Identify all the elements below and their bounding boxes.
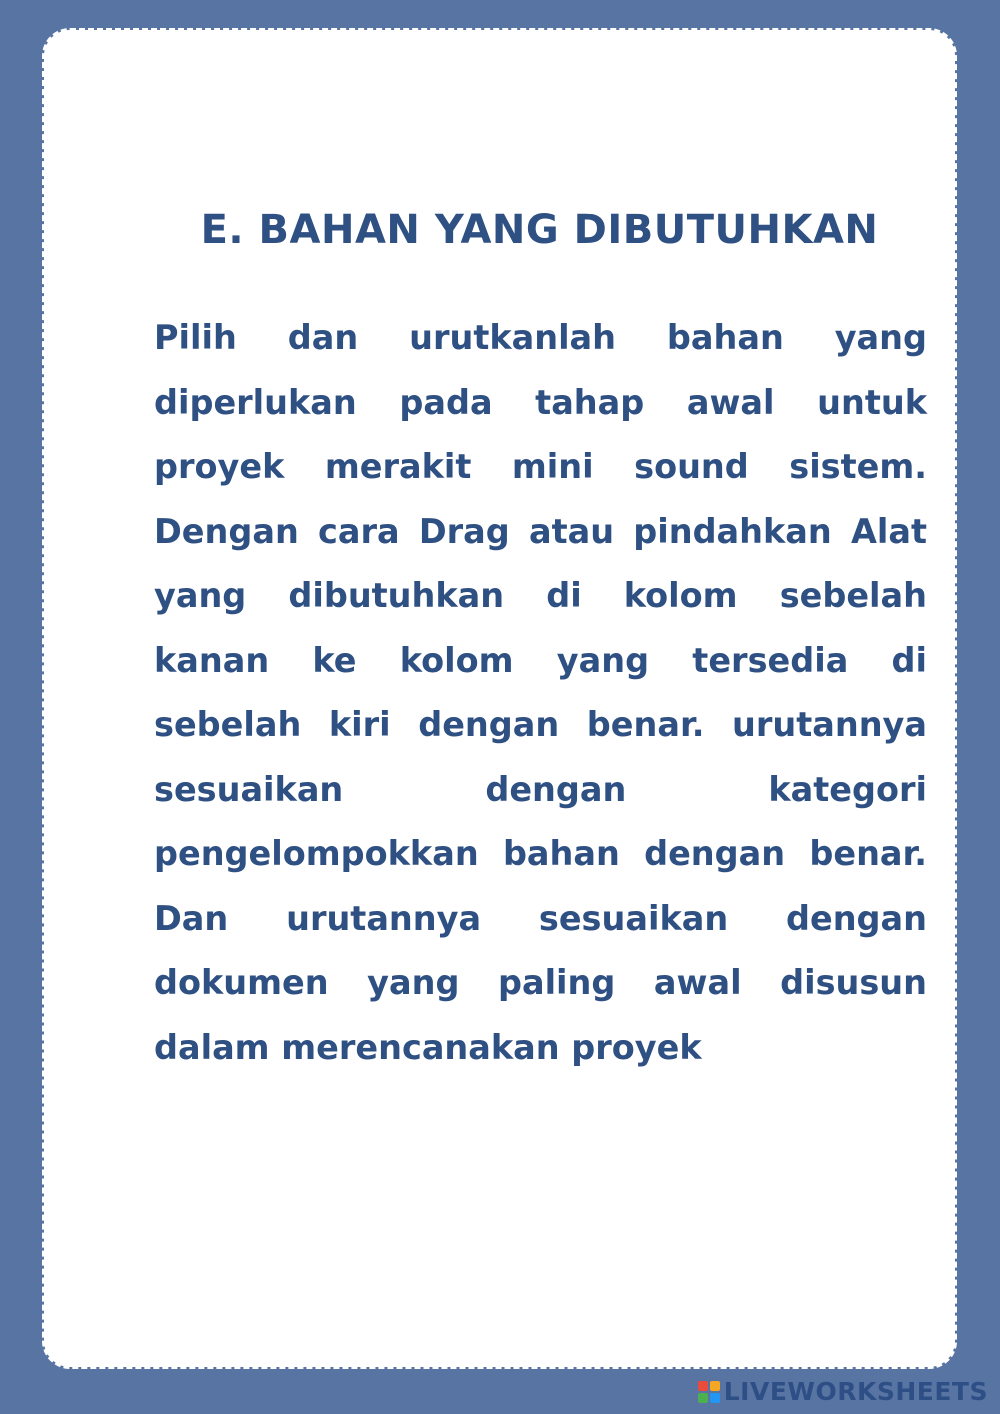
liveworksheets-logo — [698, 1377, 988, 1406]
content-card — [44, 30, 955, 1367]
page-title: E. BAHAN YANG DIBUTUHKAN — [200, 206, 879, 253]
brand-name: LIVEWORKSHEETS — [723, 1377, 988, 1406]
instruction-paragraph: Pilih dan urutkanlah bahan yang diperlukan pada tahap awal untuk proyek merakit mini sound sistem. Dengan cara Drag atau pindahkan Alat yang dibutuhkan di kolom sebelah kanan ke kolom yang tersedia di sebelah kiri dengan benar. urutannya sesuaikan dengan kategori pengelompokkan bahan dengan benar. Dan urutannya sesuaikan dengan dokumen yang paling awal disusun dalam merencanakan proyek — [154, 318, 927, 1067]
liveworksheets-logo-icon — [698, 1381, 720, 1403]
